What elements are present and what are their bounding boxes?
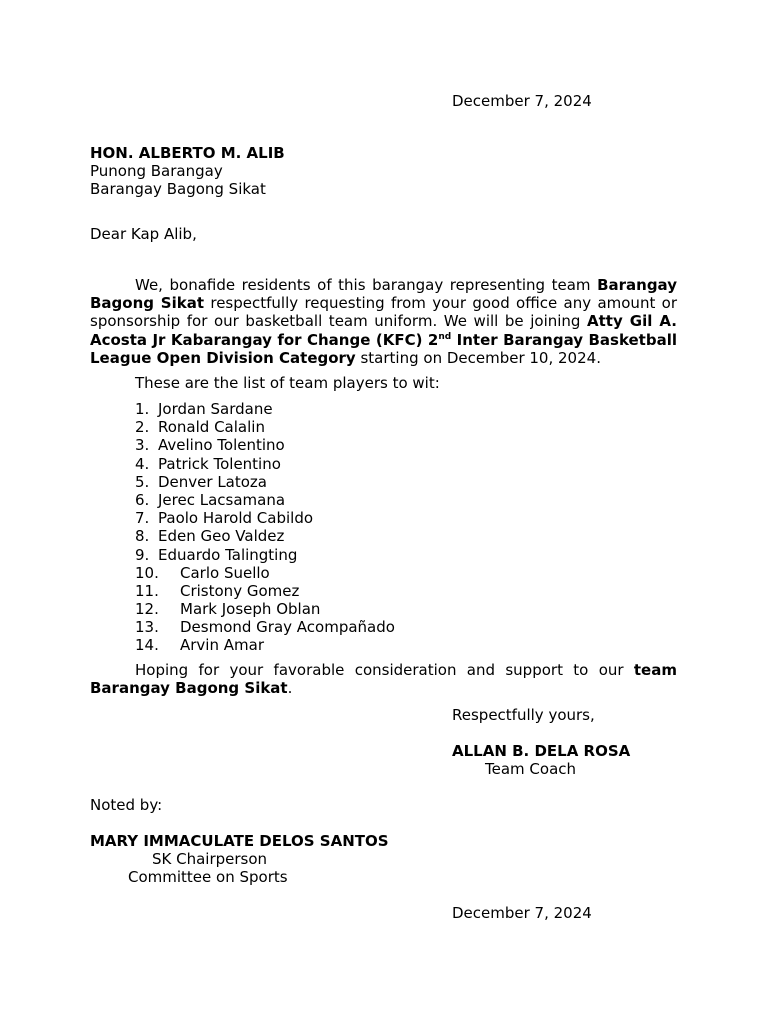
league-name-text: Atty Gil A. Acosta Jr Kabarangay for Change (KFC) 2: [90, 312, 677, 349]
player-number: 8.: [135, 527, 150, 546]
letter-date-bottom: December 7, 2024: [452, 904, 592, 922]
noted-by-label: Noted by:: [90, 796, 163, 814]
player-name: Carlo Suello: [180, 563, 270, 582]
salutation: Dear Kap Alib,: [90, 225, 197, 243]
recipient-title: Punong Barangay: [90, 162, 223, 180]
player-number: 5.: [135, 472, 150, 491]
player-name: Desmond Gray Acompañado: [180, 618, 395, 637]
signatory-title: Team Coach: [485, 760, 577, 778]
signatory-name: ALLAN B. DELA ROSA: [452, 742, 631, 760]
body-text: .: [287, 679, 293, 698]
body-paragraph-closing: [90, 661, 677, 697]
team-name: team Barangay Bagong Sikat: [90, 661, 677, 698]
player-number: 10.: [135, 563, 159, 582]
league-name-text: Inter Barangay Basketball League Open Division Category: [90, 330, 677, 367]
player-name: Eden Geo Valdez: [158, 527, 285, 546]
player-name: Arvin Amar: [180, 636, 264, 655]
player-number: 14.: [135, 636, 159, 655]
player-name: Jerec Lacsamana: [158, 490, 286, 509]
complimentary-close: Respectfully yours,: [452, 706, 595, 724]
player-number: 4.: [135, 454, 150, 473]
body-paragraph-request: [90, 276, 677, 367]
body-text: respectfully requesting from your good office any amount or sponsorship for our basketball team uniform. We will be joining: [90, 294, 678, 331]
body-text: Hoping for your favorable consideration and support to our: [135, 661, 634, 679]
player-name: Mark Joseph Oblan: [180, 600, 321, 619]
player-name: Ronald Calalin: [158, 418, 265, 437]
player-number: 6.: [135, 490, 150, 509]
player-number: 13.: [135, 618, 159, 637]
body-text: We, bonafide residents of this barangay representing team: [135, 276, 598, 294]
body-text: starting on December 10, 2024.: [355, 348, 601, 367]
player-number: 9.: [135, 545, 150, 564]
player-number: 11.: [135, 581, 159, 600]
ordinal-suffix: nd: [438, 331, 452, 342]
noter-name: MARY IMMACULATE DELOS SANTOS: [90, 832, 389, 850]
recipient-name: HON. ALBERTO M. ALIB: [90, 144, 285, 162]
team-name: Barangay Bagong Sikat: [90, 276, 677, 313]
player-number: 7.: [135, 509, 150, 528]
noter-title: SK Chairperson: [152, 850, 268, 868]
player-number: 12.: [135, 600, 159, 619]
player-name: Jordan Sardane: [158, 400, 273, 418]
list-intro: These are the list of team players to wit:: [135, 374, 440, 392]
letter-date: December 7, 2024: [452, 92, 592, 110]
noter-committee: Committee on Sports: [128, 868, 288, 886]
player-name: Avelino Tolentino: [158, 436, 285, 455]
player-name: Eduardo Talingting: [158, 545, 298, 564]
player-name: Patrick Tolentino: [158, 454, 281, 473]
player-number: 2.: [135, 418, 150, 437]
player-number: 1.: [135, 400, 150, 418]
player-name: Cristony Gomez: [180, 581, 300, 600]
player-name: Denver Latoza: [158, 472, 267, 491]
recipient-office: Barangay Bagong Sikat: [90, 180, 266, 198]
player-name: Paolo Harold Cabildo: [158, 509, 314, 528]
player-number: 3.: [135, 436, 150, 455]
